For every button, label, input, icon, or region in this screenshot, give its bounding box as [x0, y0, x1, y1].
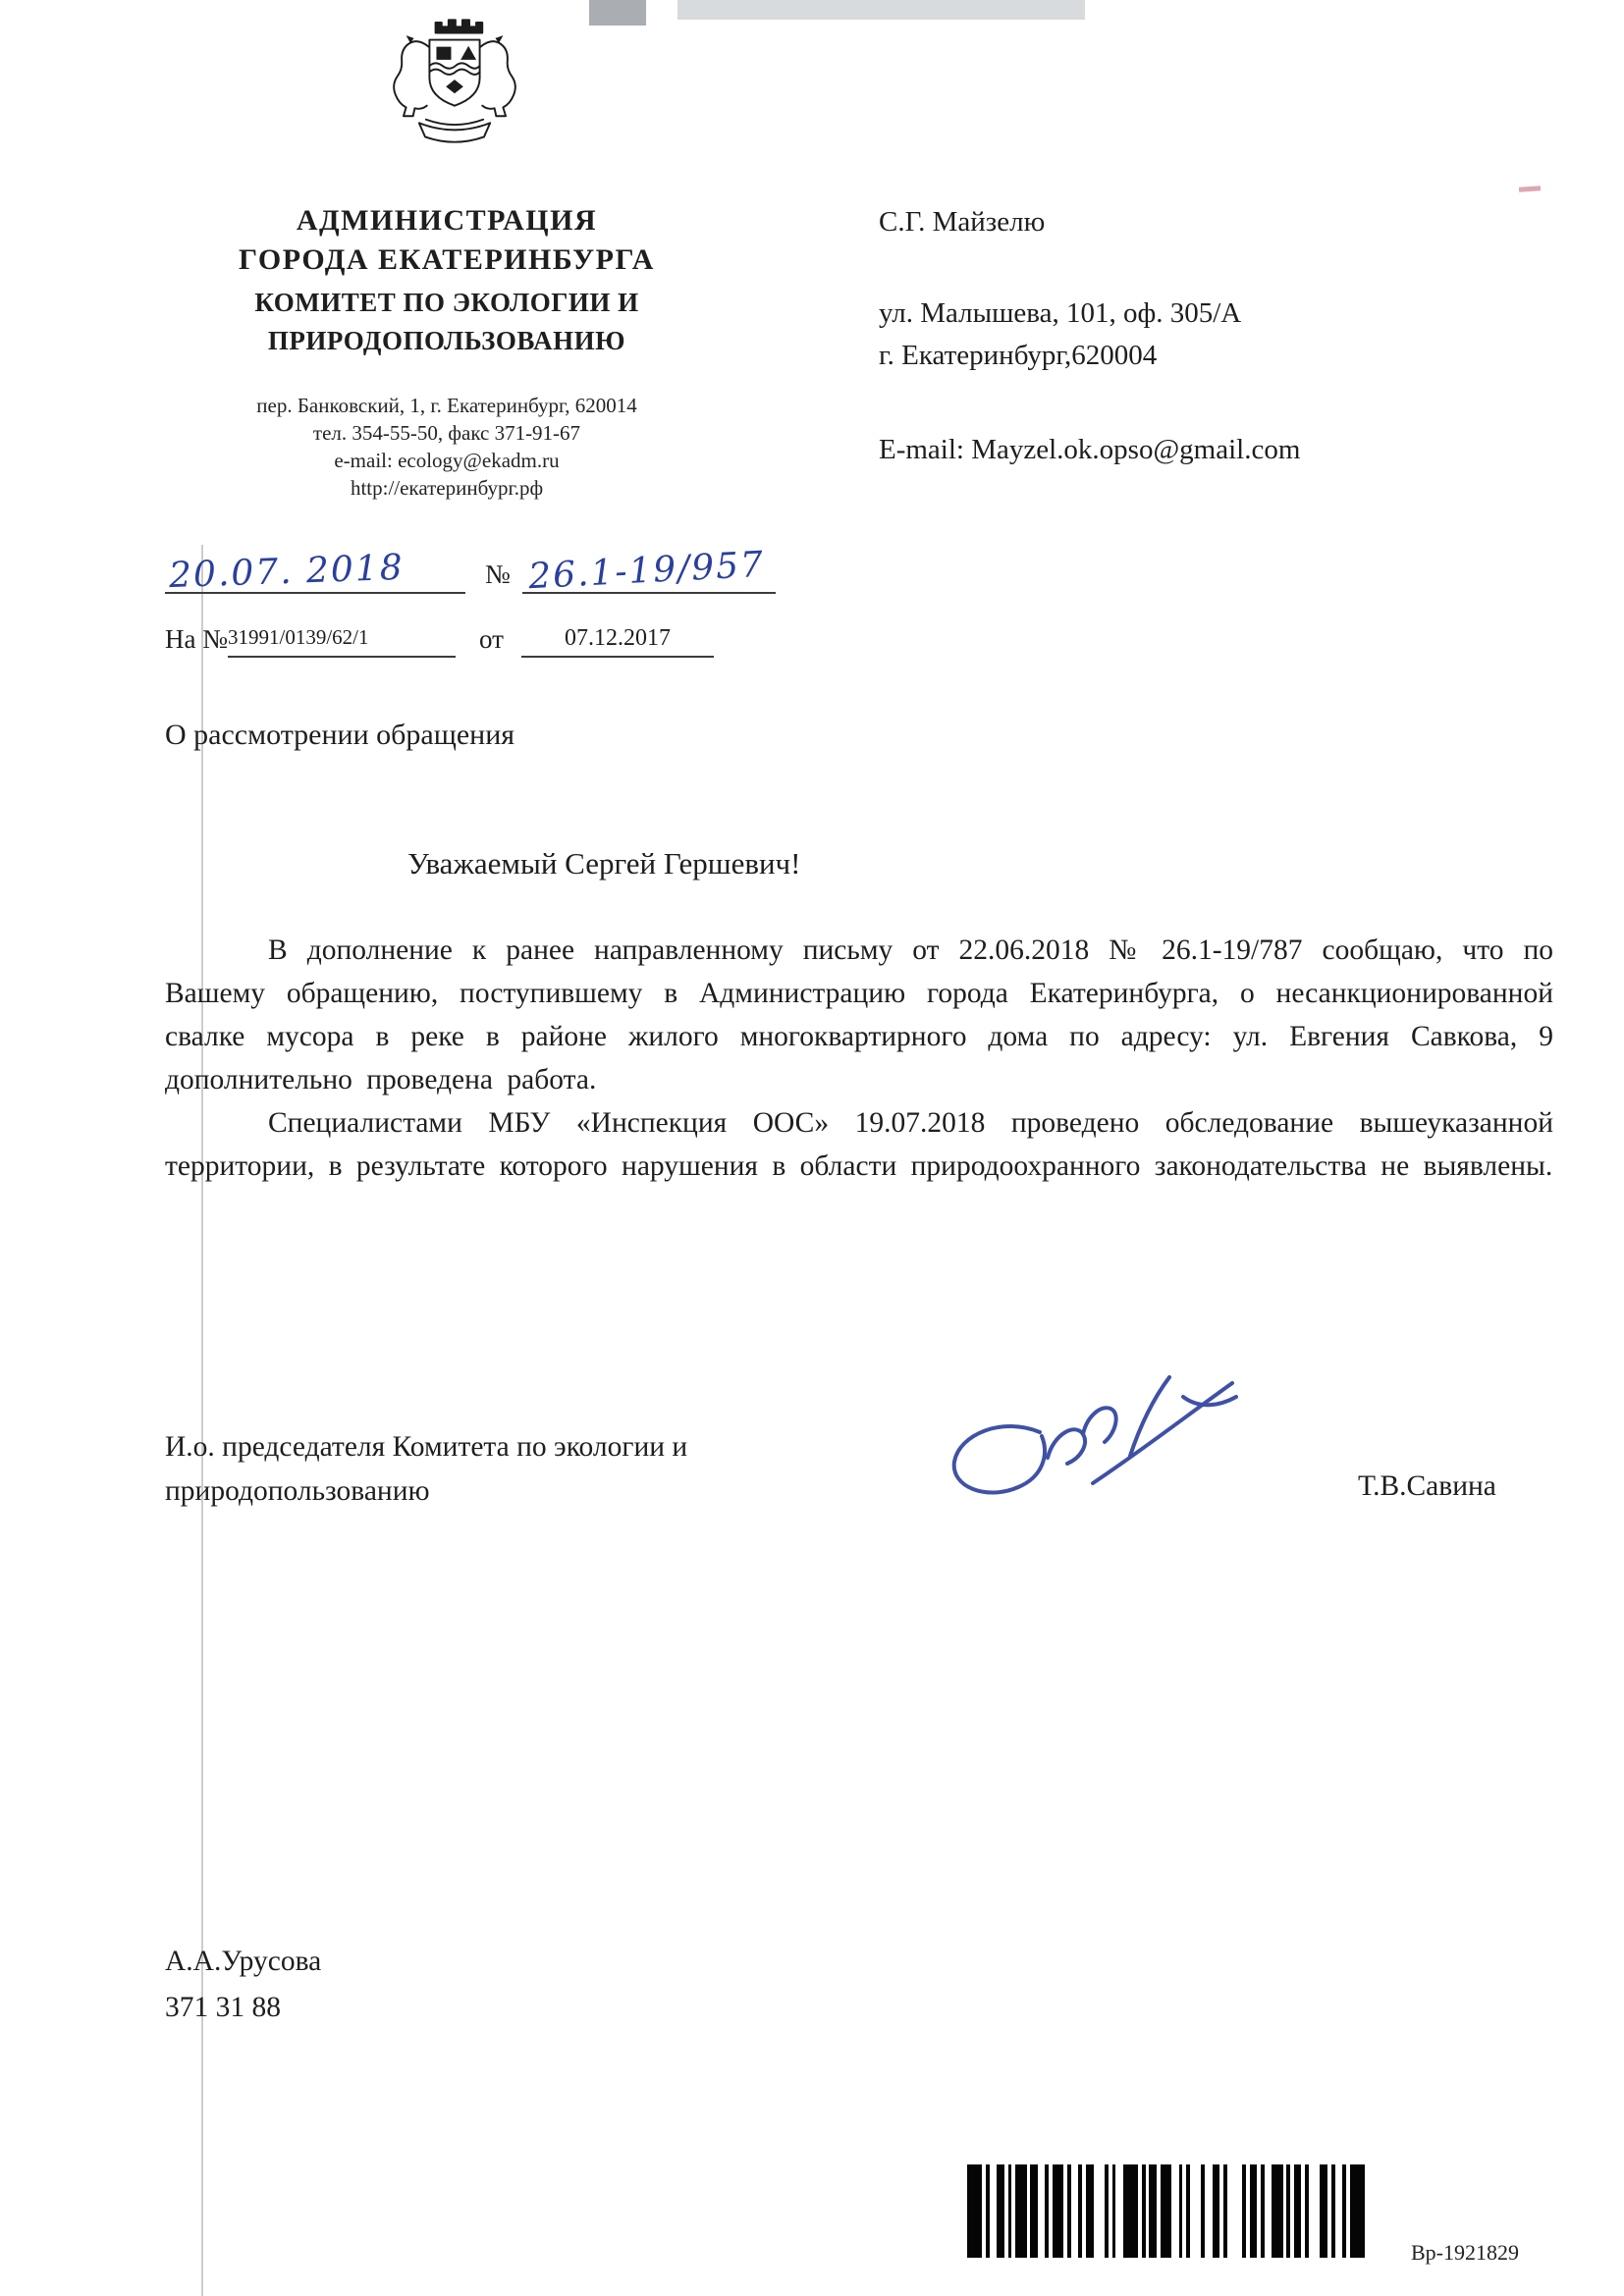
- executor-block: [165, 1939, 321, 2031]
- signature-scribble-icon: [938, 1360, 1276, 1522]
- letter-body: [165, 929, 1553, 1188]
- yekaterinburg-coat-of-arms-icon: [381, 10, 528, 167]
- outgoing-number-field: [522, 544, 776, 598]
- outgoing-number-handwritten: 26.1-19/957: [526, 544, 766, 598]
- incoming-reference-row: [165, 624, 714, 658]
- letterhead: [123, 201, 771, 502]
- recipient-address-line1: ул. Малышева, 101, оф. 305/А: [879, 297, 1242, 329]
- incoming-number: 31991/0139/62/1: [228, 625, 456, 658]
- scan-artifact-top-light: [677, 0, 1085, 20]
- signer-position-line2: природопользованию: [165, 1475, 430, 1507]
- signer-name: Т.В.Савина: [1358, 1470, 1496, 1502]
- org-website: http://екатеринбург.рф: [350, 476, 544, 500]
- scan-artifact-pink-mark: [1519, 186, 1541, 192]
- recipient-address-line2: г. Екатеринбург,620004: [879, 340, 1158, 371]
- recipient-email: E-mail: Mayzel.ok.opso@gmail.com: [879, 434, 1301, 465]
- body-paragraph-2: Специалистами МБУ «Инспекция ООС» 19.07.2018 проведено обследование вышеуказанной территории, в результате которого нарушения в области природоохранного законодательства не выявлены.: [165, 1107, 1553, 1182]
- incoming-label: На №: [165, 624, 228, 654]
- ot-label: от: [479, 624, 504, 654]
- outgoing-date-handwritten: 20.07. 2018: [168, 547, 406, 597]
- outgoing-reference-row: [165, 544, 776, 598]
- org-phone: тел. 354-55-50, факс 371-91-67: [312, 421, 581, 445]
- body-paragraph-1: В дополнение к ранее направленному письму от 22.06.2018 № 26.1-19/787 сообщаю, что по Вашему обращению, поступившему в Администрацию города Екатеринбурга, о несанкционированной свалке мусора в реке в районе жилого многоквартирного дома по адресу: ул. Евгения Савкова, 9 дополнительно проведена работа.: [165, 934, 1553, 1095]
- incoming-date: 07.12.2017: [521, 625, 714, 658]
- committee-name-line1: КОМИТЕТ ПО ЭКОЛОГИИ И: [254, 288, 639, 317]
- org-name-line1: АДМИНИСТРАЦИЯ: [296, 204, 598, 237]
- org-name-line2: ГОРОДА ЕКАТЕРИНБУРГА: [239, 243, 655, 276]
- barcode-label: Вр-1921829: [1411, 2240, 1519, 2265]
- recipient-name: С.Г. Майзелю: [879, 206, 1046, 238]
- recipient-block: [879, 201, 1300, 471]
- committee-name-line2: ПРИРОДОПОЛЬЗОВАНИЮ: [267, 326, 626, 355]
- signer-position: [165, 1425, 687, 1514]
- executor-phone: 371 31 88: [165, 1992, 281, 2023]
- subject-line: О рассмотрении обращения: [165, 719, 515, 751]
- signer-position-line1: И.о. председателя Комитета по экологии и: [165, 1431, 688, 1463]
- executor-name: А.А.Урусова: [165, 1946, 322, 1977]
- org-address: пер. Банковский, 1, г. Екатеринбург, 620014: [256, 394, 637, 417]
- barcode: [967, 2164, 1365, 2258]
- scan-artifact-top-dark: [589, 0, 646, 26]
- outgoing-date-field: [165, 547, 465, 597]
- salutation: Уважаемый Сергей Гершевич!: [407, 846, 801, 881]
- org-email: e-mail: ecology@ekadm.ru: [334, 449, 560, 472]
- page-fold-line: [201, 545, 203, 2296]
- number-sign: №: [485, 560, 511, 589]
